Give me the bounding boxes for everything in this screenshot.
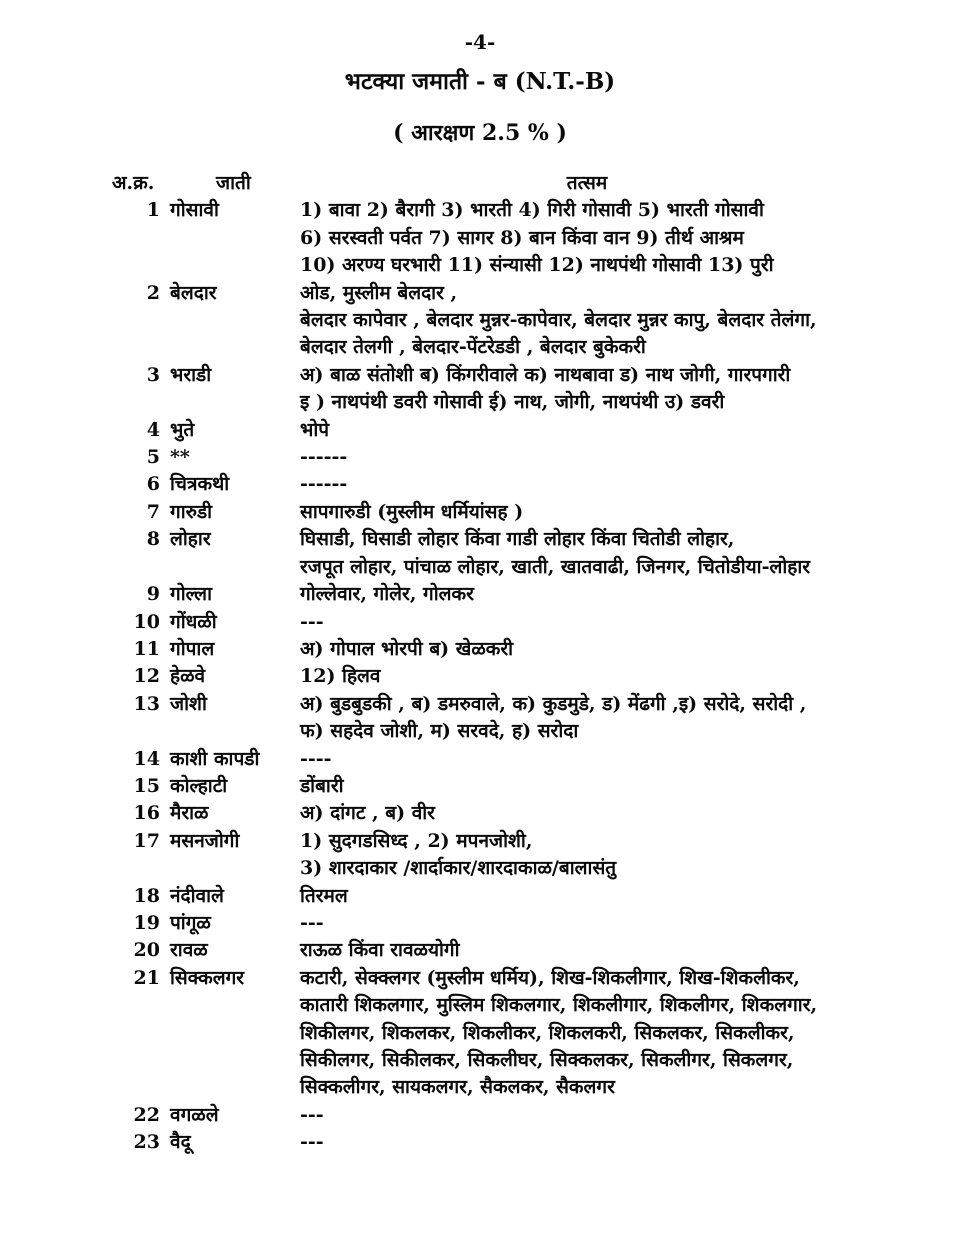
row-similar-names <box>294 280 960 362</box>
row-caste-name: लोहार <box>170 528 211 551</box>
table-row <box>0 471 960 498</box>
row-similar-names-line: 3) शारदाकार /शार्दाकार/शारदाकाळ/बालासंतु <box>300 857 617 880</box>
row-similar-names-line: अ) गोपाल भोरपी ब) खेळकरी <box>300 637 514 660</box>
row-similar-names <box>294 499 960 526</box>
row-similar-names-line: 1) सुदगडसिध्द , 2) मपनजोशी, <box>300 829 533 852</box>
table-row <box>0 609 960 636</box>
table-row <box>0 444 960 471</box>
row-similar-names-line: --- <box>300 1131 324 1154</box>
row-caste-name: वगळले <box>170 1103 219 1126</box>
row-caste-name: मसनजोगी <box>170 829 240 852</box>
row-caste-name: पांगूळ <box>170 911 211 934</box>
row-similar-names-line: भोपे <box>300 418 330 441</box>
row-similar-names <box>294 828 960 883</box>
row-similar-names-line: सिक्कलीगर, सायकलगर, सैकलकर, सैकलगर <box>300 1076 615 1099</box>
caste-table <box>0 170 960 1157</box>
row-caste-name: हेळवे <box>170 665 206 688</box>
row-serial-number: 13 <box>133 692 160 715</box>
row-caste-name: काशी कापडी <box>170 747 260 770</box>
row-serial-number: 16 <box>133 802 160 825</box>
row-serial-number: 20 <box>133 939 160 962</box>
table-row <box>0 800 960 827</box>
row-similar-names <box>294 1129 960 1156</box>
row-similar-names-line: डोंबारी <box>300 774 344 797</box>
row-similar-names-line: रजपूत लोहार, पांचाळ लोहार, खाती, खातवाढी, जिनगर, चितोडीया-लोहार <box>300 555 811 578</box>
row-similar-names-line: कातारी शिकलगार, मुस्लिम शिकलगार, शिकलीगार, शिकलीगर, शिकलगार, <box>300 994 818 1017</box>
row-similar-names <box>294 663 960 690</box>
table-row <box>0 746 960 773</box>
row-similar-names-line: --- <box>300 1103 324 1126</box>
row-serial-number: 2 <box>146 281 160 304</box>
row-similar-names-line: अ) बुडबुडकी , ब) डमरुवाले, क) कुडमुडे, ड) मेंढगी ,इ) सरोदे, सरोदी , <box>300 692 807 715</box>
row-caste-name: गारुडी <box>170 500 213 523</box>
row-serial-number: 5 <box>146 446 160 469</box>
row-similar-names-line: बेलदार तेलगी , बेलदार-पेंटरेडडी , बेलदार बुकेकरी <box>300 336 646 359</box>
row-similar-names <box>294 1102 960 1129</box>
row-similar-names-line: अ) बाळ संतोशी ब) किंगरीवाले क) नाथबावा ड) नाथ जोगी, गारपगारी <box>300 363 791 386</box>
table-row <box>0 937 960 964</box>
table-row <box>0 1102 960 1129</box>
row-caste-name: गोपाल <box>170 637 215 660</box>
row-caste-name: गोंधळी <box>170 610 217 633</box>
table-row <box>0 828 960 883</box>
row-serial-number: 7 <box>146 500 160 523</box>
row-similar-names <box>294 581 960 608</box>
table-row <box>0 663 960 690</box>
table-row <box>0 1129 960 1156</box>
row-similar-names-line: ओड, मुस्लीम बेलदार , <box>300 281 458 304</box>
row-caste-name: ** <box>170 446 190 469</box>
row-similar-names <box>294 965 960 1102</box>
table-row <box>0 581 960 608</box>
row-similar-names <box>294 800 960 827</box>
table-row <box>0 910 960 937</box>
row-similar-names-line: 6) सरस्वती पर्वत 7) सागर 8) बान किंवा वान 9) तीर्थ आश्रम <box>300 226 744 249</box>
row-similar-names-line: राऊळ किंवा रावळयोगी <box>300 939 460 962</box>
row-serial-number: 8 <box>146 528 160 551</box>
row-caste-name: भुते <box>170 418 195 441</box>
row-similar-names-line: बेलदार कापेवार , बेलदार मुन्नर-कापेवार, बेलदार मुन्नर कापु, बेलदार तेलंगा, <box>300 309 817 332</box>
row-serial-number: 3 <box>146 363 160 386</box>
row-serial-number: 18 <box>133 884 160 907</box>
table-row <box>0 773 960 800</box>
row-similar-names <box>294 773 960 800</box>
row-similar-names <box>294 444 960 471</box>
row-similar-names-line: फ) सहदेव जोशी, म) सरवदे, ह) सरोदा <box>300 720 579 743</box>
header-caste: जाती <box>216 172 251 194</box>
row-serial-number: 4 <box>146 418 160 441</box>
table-row <box>0 499 960 526</box>
row-similar-names-line: तिरमल <box>300 884 348 907</box>
reservation-subtitle: ( आरक्षण 2.5 % ) <box>393 120 567 146</box>
row-serial-number: 11 <box>133 637 160 660</box>
table-row <box>0 691 960 746</box>
row-similar-names-line: 1) बावा 2) बैरागी 3) भारती 4) गिरी गोसावी 5) भारती गोसावी <box>300 199 764 222</box>
row-caste-name: रावळ <box>170 939 208 962</box>
row-similar-names-line: --- <box>300 610 324 633</box>
row-serial-number: 23 <box>133 1131 160 1154</box>
row-serial-number: 21 <box>133 966 160 989</box>
header-similar-names: तत्सम <box>566 172 608 194</box>
row-caste-name: मैराळ <box>170 802 209 825</box>
row-similar-names <box>294 362 960 417</box>
row-similar-names-line: घिसाडी, घिसाडी लोहार किंवा गाडी लोहार किंवा चितोडी लोहार, <box>300 528 735 551</box>
row-serial-number: 22 <box>133 1103 160 1126</box>
row-similar-names-line: ------ <box>300 446 348 469</box>
row-similar-names-line: ---- <box>300 747 332 770</box>
row-caste-name: वैदू <box>170 1131 191 1154</box>
table-row <box>0 636 960 663</box>
row-serial-number: 19 <box>133 911 160 934</box>
row-caste-name: कोल्हाटी <box>170 774 228 797</box>
header-serial-number: अ.क्र. <box>112 172 155 194</box>
row-similar-names-line: शिकीलगर, शिकलकर, शिकलीकर, शिकलकरी, सिकलकर, सिकलीकर, <box>300 1021 795 1044</box>
table-row <box>0 883 960 910</box>
row-serial-number: 9 <box>146 583 160 606</box>
table-row <box>0 362 960 417</box>
row-caste-name: नंदीवाले <box>170 884 224 907</box>
table-row <box>0 526 960 581</box>
table-row <box>0 197 960 279</box>
row-similar-names-line: इ ) नाथपंथी डवरी गोसावी ई) नाथ, जोगी, नाथपंथी उ) डवरी <box>300 391 725 414</box>
table-row <box>0 417 960 444</box>
row-similar-names-line: 12) हिलव <box>300 665 381 688</box>
row-similar-names-line: कटारी, सेक्क्लगर (मुस्लीम धर्मिय), शिख-शिकलीगार, शिख-शिकलीकर, <box>300 966 800 989</box>
row-caste-name: सिक्कलगर <box>170 966 245 989</box>
row-similar-names <box>294 883 960 910</box>
row-similar-names <box>294 937 960 964</box>
row-serial-number: 10 <box>133 610 160 633</box>
table-header-row <box>0 170 960 197</box>
row-serial-number: 15 <box>133 774 160 797</box>
document-title: भटक्या जमाती - ब (N.T.-B) <box>344 68 616 95</box>
row-caste-name: गोसावी <box>170 199 219 222</box>
row-similar-names-line: --- <box>300 911 324 934</box>
row-similar-names <box>294 636 960 663</box>
row-similar-names-line: ------ <box>300 473 348 496</box>
row-serial-number: 1 <box>146 199 160 222</box>
table-body <box>0 197 960 1156</box>
row-similar-names <box>294 691 960 746</box>
row-similar-names <box>294 417 960 444</box>
page-number: -4- <box>464 30 496 54</box>
row-caste-name: गोल्ला <box>170 583 212 606</box>
row-similar-names <box>294 526 960 581</box>
row-caste-name: चित्रकथी <box>170 473 230 496</box>
row-serial-number: 14 <box>133 747 160 770</box>
row-caste-name: जोशी <box>170 692 207 715</box>
row-serial-number: 17 <box>133 829 160 852</box>
row-caste-name: भराडी <box>170 363 212 386</box>
row-similar-names-line: गोल्लेवार, गोलेर, गोलकर <box>300 583 474 606</box>
row-similar-names-line: अ) दांगट , ब) वीर <box>300 802 435 825</box>
table-row <box>0 280 960 362</box>
row-similar-names <box>294 471 960 498</box>
row-similar-names-line: 10) अरण्य घरभारी 11) संन्यासी 12) नाथपंथी गोसावी 13) पुरी <box>300 254 774 277</box>
row-serial-number: 12 <box>133 665 160 688</box>
row-similar-names-line: सापगारुडी (मुस्लीम धर्मियांसह ) <box>300 500 524 523</box>
row-similar-names <box>294 197 960 279</box>
row-similar-names <box>294 609 960 636</box>
row-similar-names <box>294 910 960 937</box>
table-row <box>0 965 960 1102</box>
row-similar-names <box>294 746 960 773</box>
row-caste-name: बेलदार <box>170 281 217 304</box>
row-serial-number: 6 <box>146 473 160 496</box>
row-similar-names-line: सिकीलगर, सिकीलकर, सिकलीघर, सिक्कलकर, सिकलीगर, सिकलगर, <box>300 1049 794 1071</box>
